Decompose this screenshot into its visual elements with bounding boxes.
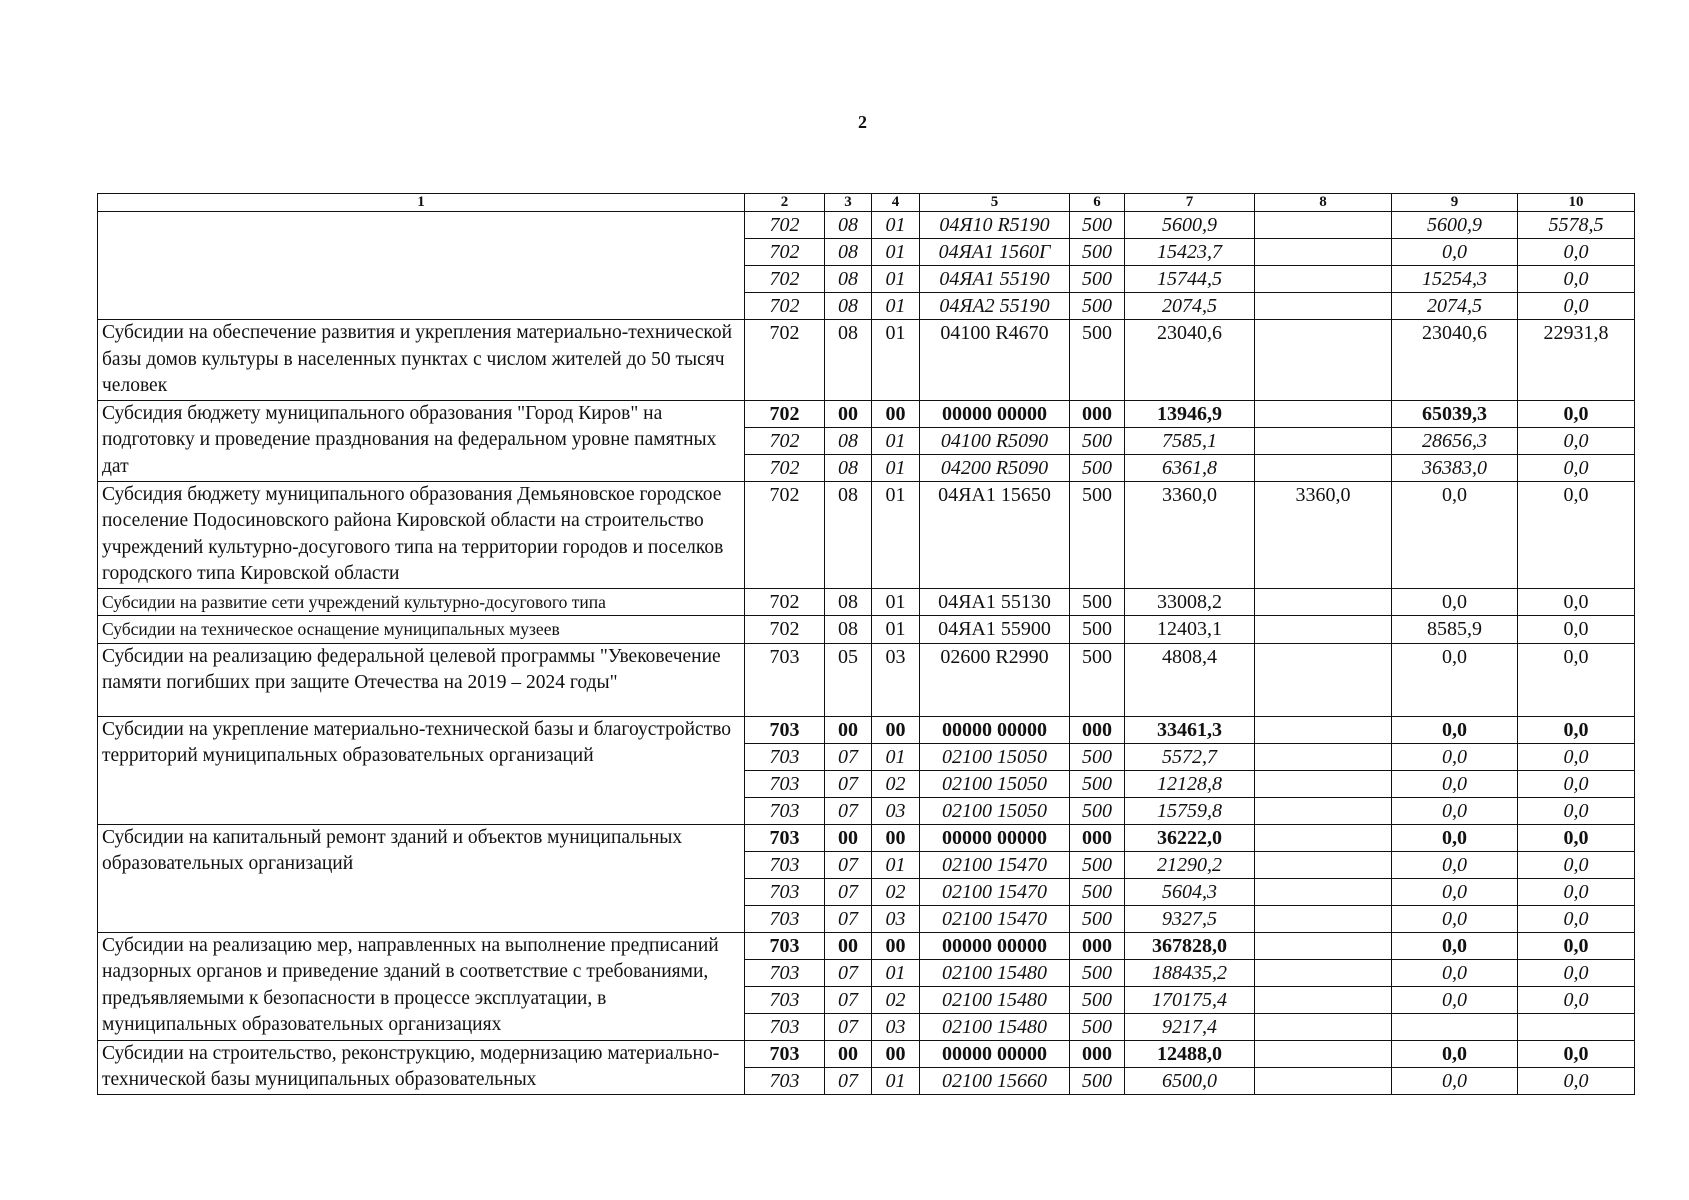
amount-column-7: 6500,0 [1125, 1067, 1255, 1094]
amount-column-9: 0,0 [1392, 905, 1518, 932]
code-column-2: 703 [745, 797, 825, 824]
amount-column-7: 12488,0 [1125, 1040, 1255, 1067]
amount-column-9: 36383,0 [1392, 454, 1518, 481]
code-column-2: 702 [745, 588, 825, 616]
code-column-6: 000 [1070, 932, 1125, 959]
code-column-6: 500 [1070, 986, 1125, 1013]
row-description: Субсидии на развитие сети учреждений культурно-досугового типа [98, 588, 745, 616]
code-column-2: 703 [745, 1067, 825, 1094]
code-column-6: 500 [1070, 797, 1125, 824]
amount-column-8 [1255, 905, 1392, 932]
amount-column-10: 0,0 [1518, 293, 1635, 320]
amount-column-9: 0,0 [1392, 716, 1518, 743]
row-description: Субсидии на обеспечение развития и укрепления материально-технической базы домов культуры в населенных пунктах с числом жителей до 50 тысяч человек [98, 320, 745, 401]
amount-column-8 [1255, 959, 1392, 986]
code-column-5: 02100 15470 [920, 851, 1070, 878]
amount-column-7: 9327,5 [1125, 905, 1255, 932]
amount-column-9: 0,0 [1392, 797, 1518, 824]
code-column-4: 03 [872, 797, 920, 824]
code-column-3: 08 [825, 588, 872, 616]
code-column-5: 04ЯА1 1560Г [920, 239, 1070, 266]
amount-column-7: 170175,4 [1125, 986, 1255, 1013]
amount-column-8 [1255, 400, 1392, 427]
code-column-5: 04ЯА1 55130 [920, 588, 1070, 616]
code-column-6: 500 [1070, 588, 1125, 616]
code-column-6: 500 [1070, 293, 1125, 320]
amount-column-10: 5578,5 [1518, 212, 1635, 239]
code-column-2: 703 [745, 1040, 825, 1067]
code-column-3: 08 [825, 212, 872, 239]
code-column-3: 07 [825, 770, 872, 797]
amount-column-8 [1255, 1013, 1392, 1040]
amount-column-10: 0,0 [1518, 851, 1635, 878]
code-column-4: 03 [872, 643, 920, 716]
code-column-5: 04ЯА1 55190 [920, 266, 1070, 293]
amount-column-8 [1255, 293, 1392, 320]
code-column-4: 01 [872, 239, 920, 266]
amount-column-7: 23040,6 [1125, 320, 1255, 401]
amount-column-9 [1392, 1013, 1518, 1040]
code-column-4: 01 [872, 588, 920, 616]
table-row-total [98, 716, 1635, 743]
column-header: 10 [1518, 194, 1635, 212]
amount-column-10: 0,0 [1518, 400, 1635, 427]
code-column-2: 703 [745, 1013, 825, 1040]
amount-column-9: 0,0 [1392, 770, 1518, 797]
row-description: Субсидии на техническое оснащение муниципальных музеев [98, 616, 745, 644]
code-column-5: 04ЯА2 55190 [920, 293, 1070, 320]
amount-column-10: 0,0 [1518, 266, 1635, 293]
code-column-3: 00 [825, 932, 872, 959]
amount-column-9: 23040,6 [1392, 320, 1518, 401]
code-column-4: 01 [872, 454, 920, 481]
code-column-4: 03 [872, 1013, 920, 1040]
amount-column-8 [1255, 716, 1392, 743]
code-column-5: 00000 00000 [920, 716, 1070, 743]
amount-column-8 [1255, 743, 1392, 770]
code-column-3: 07 [825, 959, 872, 986]
code-column-6: 500 [1070, 1067, 1125, 1094]
code-column-4: 01 [872, 616, 920, 644]
code-column-6: 500 [1070, 212, 1125, 239]
amount-column-8 [1255, 932, 1392, 959]
amount-column-9: 0,0 [1392, 643, 1518, 716]
code-column-2: 703 [745, 743, 825, 770]
amount-column-9: 0,0 [1392, 878, 1518, 905]
amount-column-10: 0,0 [1518, 1040, 1635, 1067]
row-description: Субсидия бюджету муниципального образования "Город Киров" на подготовку и проведение празднования на федеральном уровне памятных дат [98, 400, 745, 481]
code-column-6: 500 [1070, 239, 1125, 266]
code-column-3: 00 [825, 400, 872, 427]
code-column-4: 00 [872, 716, 920, 743]
amount-column-8 [1255, 986, 1392, 1013]
code-column-3: 08 [825, 320, 872, 401]
code-column-4: 03 [872, 905, 920, 932]
amount-column-9: 0,0 [1392, 932, 1518, 959]
row-description: Субсидии на капитальный ремонт зданий и объектов муниципальных образовательных организаций [98, 824, 745, 932]
code-column-6: 500 [1070, 643, 1125, 716]
amount-column-8 [1255, 643, 1392, 716]
amount-column-7: 15759,8 [1125, 797, 1255, 824]
amount-column-10: 0,0 [1518, 616, 1635, 644]
code-column-2: 703 [745, 851, 825, 878]
code-column-6: 500 [1070, 851, 1125, 878]
code-column-5: 02100 15050 [920, 743, 1070, 770]
amount-column-7: 9217,4 [1125, 1013, 1255, 1040]
code-column-4: 00 [872, 932, 920, 959]
amount-column-10: 0,0 [1518, 454, 1635, 481]
amount-column-7: 33461,3 [1125, 716, 1255, 743]
amount-column-10: 0,0 [1518, 797, 1635, 824]
code-column-5: 02100 15050 [920, 797, 1070, 824]
amount-column-10: 0,0 [1518, 716, 1635, 743]
code-column-6: 500 [1070, 743, 1125, 770]
amount-column-9: 0,0 [1392, 824, 1518, 851]
amount-column-7: 5600,9 [1125, 212, 1255, 239]
amount-column-7: 12128,8 [1125, 770, 1255, 797]
code-column-2: 702 [745, 320, 825, 401]
column-header: 6 [1070, 194, 1125, 212]
code-column-6: 000 [1070, 716, 1125, 743]
code-column-6: 500 [1070, 320, 1125, 401]
row-description: Субсидии на укрепление материально-технической базы и благоустройство территорий муниципальных образовательных организаций [98, 716, 745, 824]
code-column-4: 01 [872, 1067, 920, 1094]
code-column-3: 08 [825, 616, 872, 644]
budget-table [97, 193, 1635, 1095]
code-column-6: 500 [1070, 616, 1125, 644]
code-column-6: 500 [1070, 266, 1125, 293]
code-column-3: 07 [825, 743, 872, 770]
amount-column-10: 0,0 [1518, 743, 1635, 770]
amount-column-7: 12403,1 [1125, 616, 1255, 644]
code-column-5: 00000 00000 [920, 400, 1070, 427]
code-column-3: 08 [825, 293, 872, 320]
code-column-4: 01 [872, 743, 920, 770]
code-column-3: 07 [825, 986, 872, 1013]
code-column-6: 000 [1070, 400, 1125, 427]
code-column-3: 08 [825, 454, 872, 481]
column-header: 7 [1125, 194, 1255, 212]
amount-column-10 [1518, 1013, 1635, 1040]
code-column-5: 04ЯА1 55900 [920, 616, 1070, 644]
code-column-2: 702 [745, 400, 825, 427]
amount-column-7: 2074,5 [1125, 293, 1255, 320]
code-column-6: 500 [1070, 878, 1125, 905]
amount-column-8: 3360,0 [1255, 481, 1392, 588]
code-column-5: 02100 15480 [920, 959, 1070, 986]
amount-column-9: 0,0 [1392, 239, 1518, 266]
table-row [98, 588, 1635, 616]
code-column-3: 00 [825, 716, 872, 743]
column-header: 8 [1255, 194, 1392, 212]
code-column-5: 00000 00000 [920, 932, 1070, 959]
code-column-2: 703 [745, 959, 825, 986]
code-column-4: 02 [872, 986, 920, 1013]
code-column-3: 00 [825, 824, 872, 851]
table-row [98, 643, 1635, 716]
table-row-total [98, 932, 1635, 959]
amount-column-10: 0,0 [1518, 643, 1635, 716]
amount-column-7: 5604,3 [1125, 878, 1255, 905]
row-description [98, 212, 745, 320]
code-column-6: 500 [1070, 481, 1125, 588]
row-description: Субсидия бюджету муниципального образования Демьяновское городское поселение Подосиновского района Кировской области на строительство учреждений культурно-досугового типа на территории городов и поселков городского типа Кировской области [98, 481, 745, 588]
amount-column-10: 0,0 [1518, 932, 1635, 959]
column-header-row [98, 194, 1635, 212]
amount-column-8 [1255, 616, 1392, 644]
row-description: Субсидии на реализацию мер, направленных на выполнение предписаний надзорных органов и приведение зданий в соответствие с требованиями, предъявляемыми к безопасности в процессе эксплуатации, в муниципальных образовательных организациях [98, 932, 745, 1040]
amount-column-8 [1255, 427, 1392, 454]
amount-column-7: 36222,0 [1125, 824, 1255, 851]
code-column-4: 01 [872, 481, 920, 588]
table-row-total [98, 1040, 1635, 1067]
amount-column-9: 0,0 [1392, 1040, 1518, 1067]
amount-column-8 [1255, 824, 1392, 851]
code-column-3: 07 [825, 797, 872, 824]
code-column-5: 04Я10 R5190 [920, 212, 1070, 239]
code-column-4: 01 [872, 427, 920, 454]
code-column-6: 500 [1070, 959, 1125, 986]
code-column-5: 02100 15470 [920, 878, 1070, 905]
code-column-2: 703 [745, 932, 825, 959]
amount-column-10: 22931,8 [1518, 320, 1635, 401]
code-column-2: 702 [745, 293, 825, 320]
code-column-3: 08 [825, 266, 872, 293]
table-body [98, 194, 1635, 1095]
column-header: 9 [1392, 194, 1518, 212]
amount-column-10: 0,0 [1518, 824, 1635, 851]
amount-column-10: 0,0 [1518, 959, 1635, 986]
code-column-6: 000 [1070, 824, 1125, 851]
amount-column-10: 0,0 [1518, 239, 1635, 266]
amount-column-9: 0,0 [1392, 986, 1518, 1013]
code-column-2: 702 [745, 427, 825, 454]
code-column-2: 703 [745, 905, 825, 932]
code-column-3: 07 [825, 1013, 872, 1040]
amount-column-8 [1255, 770, 1392, 797]
code-column-2: 702 [745, 481, 825, 588]
code-column-5: 00000 00000 [920, 1040, 1070, 1067]
row-description: Субсидии на реализацию федеральной целевой программы "Увековечение памяти погибших при защите Отечества на 2019 – 2024 годы" [98, 643, 745, 716]
code-column-5: 04ЯА1 15650 [920, 481, 1070, 588]
code-column-4: 00 [872, 1040, 920, 1067]
amount-column-9: 28656,3 [1392, 427, 1518, 454]
code-column-4: 01 [872, 212, 920, 239]
amount-column-7: 15744,5 [1125, 266, 1255, 293]
code-column-2: 703 [745, 716, 825, 743]
amount-column-7: 13946,9 [1125, 400, 1255, 427]
column-header: 1 [98, 194, 745, 212]
amount-column-9: 2074,5 [1392, 293, 1518, 320]
code-column-3: 07 [825, 905, 872, 932]
page-number: 2 [858, 112, 867, 132]
code-column-4: 00 [872, 824, 920, 851]
code-column-4: 01 [872, 959, 920, 986]
code-column-5: 02100 15470 [920, 905, 1070, 932]
table-row [98, 481, 1635, 588]
column-header: 5 [920, 194, 1070, 212]
amount-column-10: 0,0 [1518, 986, 1635, 1013]
amount-column-7: 4808,4 [1125, 643, 1255, 716]
amount-column-10: 0,0 [1518, 1067, 1635, 1094]
amount-column-9: 5600,9 [1392, 212, 1518, 239]
amount-column-8 [1255, 212, 1392, 239]
amount-column-10: 0,0 [1518, 427, 1635, 454]
amount-column-7: 5572,7 [1125, 743, 1255, 770]
code-column-2: 703 [745, 878, 825, 905]
code-column-3: 07 [825, 1067, 872, 1094]
amount-column-8 [1255, 588, 1392, 616]
code-column-4: 01 [872, 266, 920, 293]
code-column-2: 703 [745, 986, 825, 1013]
amount-column-8 [1255, 1067, 1392, 1094]
code-column-6: 500 [1070, 770, 1125, 797]
amount-column-7: 188435,2 [1125, 959, 1255, 986]
code-column-2: 703 [745, 824, 825, 851]
code-column-3: 07 [825, 878, 872, 905]
column-header: 3 [825, 194, 872, 212]
amount-column-8 [1255, 851, 1392, 878]
amount-column-9: 0,0 [1392, 1067, 1518, 1094]
code-column-5: 02100 15660 [920, 1067, 1070, 1094]
code-column-4: 01 [872, 851, 920, 878]
code-column-4: 01 [872, 320, 920, 401]
amount-column-8 [1255, 878, 1392, 905]
amount-column-8 [1255, 266, 1392, 293]
code-column-5: 04100 R4670 [920, 320, 1070, 401]
code-column-3: 08 [825, 239, 872, 266]
row-description: Субсидии на строительство, реконструкцию, модернизацию материально-технической базы муниципальных образовательных [98, 1040, 745, 1094]
amount-column-8 [1255, 454, 1392, 481]
table-row-total [98, 400, 1635, 427]
amount-column-9: 0,0 [1392, 588, 1518, 616]
amount-column-7: 6361,8 [1125, 454, 1255, 481]
code-column-3: 05 [825, 643, 872, 716]
amount-column-7: 7585,1 [1125, 427, 1255, 454]
amount-column-8 [1255, 1040, 1392, 1067]
amount-column-7: 21290,2 [1125, 851, 1255, 878]
table-row [98, 616, 1635, 644]
amount-column-10: 0,0 [1518, 878, 1635, 905]
code-column-2: 703 [745, 770, 825, 797]
code-column-5: 02100 15050 [920, 770, 1070, 797]
code-column-5: 04200 R5090 [920, 454, 1070, 481]
code-column-6: 500 [1070, 427, 1125, 454]
amount-column-10: 0,0 [1518, 770, 1635, 797]
code-column-3: 00 [825, 1040, 872, 1067]
amount-column-7: 15423,7 [1125, 239, 1255, 266]
amount-column-9: 0,0 [1392, 743, 1518, 770]
code-column-6: 500 [1070, 1013, 1125, 1040]
amount-column-8 [1255, 797, 1392, 824]
code-column-5: 02100 15480 [920, 1013, 1070, 1040]
table-row [98, 320, 1635, 401]
amount-column-8 [1255, 320, 1392, 401]
code-column-2: 702 [745, 239, 825, 266]
code-column-5: 02100 15480 [920, 986, 1070, 1013]
code-column-6: 000 [1070, 1040, 1125, 1067]
code-column-2: 702 [745, 454, 825, 481]
code-column-5: 00000 00000 [920, 824, 1070, 851]
code-column-5: 02600 R2990 [920, 643, 1070, 716]
amount-column-9: 15254,3 [1392, 266, 1518, 293]
amount-column-8 [1255, 239, 1392, 266]
column-header: 4 [872, 194, 920, 212]
code-column-5: 04100 R5090 [920, 427, 1070, 454]
code-column-2: 702 [745, 266, 825, 293]
amount-column-9: 0,0 [1392, 959, 1518, 986]
code-column-4: 02 [872, 770, 920, 797]
code-column-4: 01 [872, 293, 920, 320]
code-column-3: 07 [825, 851, 872, 878]
amount-column-7: 33008,2 [1125, 588, 1255, 616]
amount-column-10: 0,0 [1518, 588, 1635, 616]
table-row [98, 212, 1635, 239]
amount-column-9: 0,0 [1392, 481, 1518, 588]
code-column-6: 500 [1070, 905, 1125, 932]
amount-column-9: 0,0 [1392, 851, 1518, 878]
code-column-3: 08 [825, 481, 872, 588]
code-column-2: 702 [745, 616, 825, 644]
code-column-4: 02 [872, 878, 920, 905]
table-row-total [98, 824, 1635, 851]
code-column-2: 703 [745, 643, 825, 716]
amount-column-10: 0,0 [1518, 481, 1635, 588]
code-column-4: 00 [872, 400, 920, 427]
code-column-6: 500 [1070, 454, 1125, 481]
code-column-3: 08 [825, 427, 872, 454]
amount-column-10: 0,0 [1518, 905, 1635, 932]
code-column-2: 702 [745, 212, 825, 239]
amount-column-9: 65039,3 [1392, 400, 1518, 427]
amount-column-9: 8585,9 [1392, 616, 1518, 644]
amount-column-7: 3360,0 [1125, 481, 1255, 588]
column-header: 2 [745, 194, 825, 212]
amount-column-7: 367828,0 [1125, 932, 1255, 959]
